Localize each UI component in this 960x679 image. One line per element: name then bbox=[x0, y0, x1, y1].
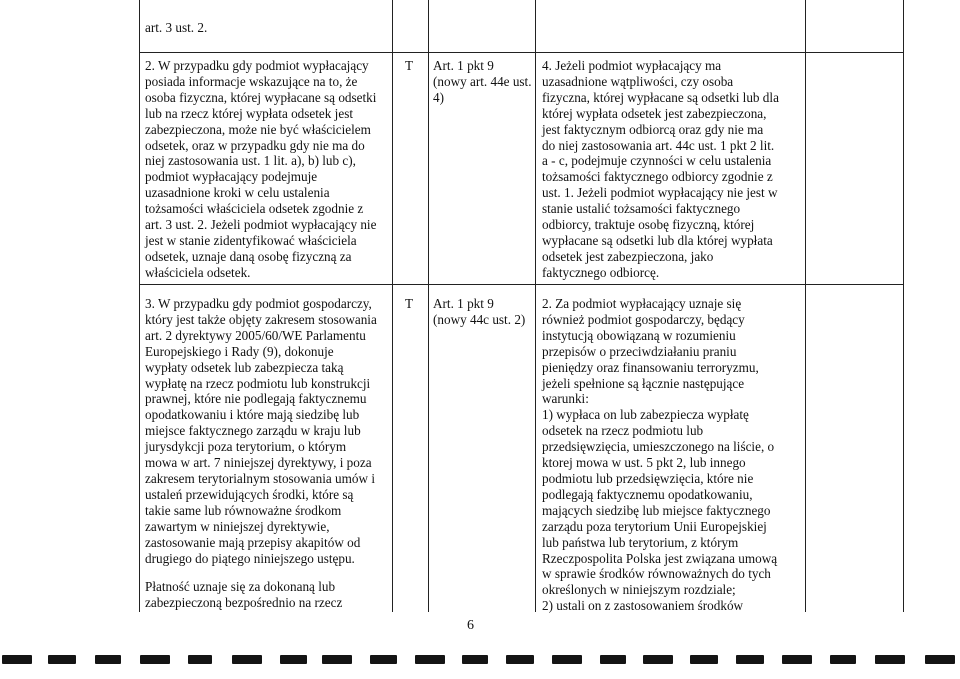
column-divider-1 bbox=[392, 0, 393, 612]
row-2-type-marker: T bbox=[405, 296, 414, 311]
table-border-right bbox=[903, 0, 904, 612]
row-1-reference: Art. 1 pkt 9 (nowy art. 44e ust. 4) bbox=[433, 58, 532, 105]
row-0-left-text: art. 3 ust. 2. bbox=[145, 20, 208, 35]
row-2-right-text: 2. Za podmiot wypłacający uznaje się również podmiot gospodarczy, będący instytucją obowiązaną w rozumieniu przepisów o przeciwdziałaniu praniu pieniędzy oraz finansowaniu terroryzmu, jeżeli spełnione są łącznie następujące warunki: 1) wypłaca on lub zabezpiecza wypłatę odsetek na rzecz podmiotu lub przedsięwzięcia, umieszczonego na liście, o ktorej mowa w ust. 5 pkt 2, lub innego podmiotu lub przedsięwzięcia, które nie podlegają faktycznemu opodatkowaniu, mających siedzibę lub miejsce faktycznego zarządu poza terytorium Unii Europejskiej lub państwa lub terytorium, z którym Rzeczpospolita Polska jest związana umową w sprawie środków równoważnych do tych określonych w niniejszym rozdziale; 2) ustali on z zastosowaniem środków bbox=[542, 296, 778, 614]
page-number: 6 bbox=[467, 618, 474, 633]
row-2-reference: Art. 1 pkt 9 (nowy 44c ust. 2) bbox=[433, 296, 526, 327]
row-divider-1 bbox=[139, 52, 904, 53]
column-divider-3 bbox=[535, 0, 536, 612]
scan-edge-marks bbox=[0, 651, 960, 671]
row-1-right-text: 4. Jeżeli podmiot wypłacający ma uzasadnione wątpliwości, czy osoba fizyczna, której wypłacane są odsetki lub dla której wypłata odsetek jest zabezpieczona, jest faktycznym odbiorcą oraz gdy nie ma do niej zastosowania art. 44c ust. 1 pkt 2 lit. a - c, podejmuje czynności w celu ustalenia tożsamości faktycznego odbiorcy zgodnie z ust. 1. Jeżeli podmiot wypłacający nie jest w stanie ustalić tożsamości faktycznego odbiorcy, traktuje osobę fizyczną, której wypłacane są odsetki lub dla której wypłata odsetek jest zabezpieczona, jako faktycznego odbiorcę. bbox=[542, 58, 779, 280]
column-divider-2 bbox=[428, 0, 429, 612]
row-1-type-marker: T bbox=[405, 58, 414, 73]
row-2-left-text: 3. W przypadku gdy podmiot gospodarczy, który jest także objęty zakresem stosowania art. 2 dyrektywy 2005/60/WE Parlamentu Europejskiego i Rady (9), dokonuje wypłaty odsetek lub zabezpiecza taką wypłatę na rzecz podmiotu lub konstrukcji prawnej, które nie podlegają faktycznemu opodatkowaniu i które mają siedzibę lub miejsce faktycznego zarządu w kraju lub jurysdykcji poza terytorium, o którym mowa w art. 7 niniejszej dyrektywy, i poza zakresem terytorialnym stosowania umów i ustaleń przewidujących środki, które są takie same lub równoważne środkom zawartym w niniejszej dyrektywie, zastosowanie mają przepisy akapitów od drugiego do piątego niniejszego ustępu. bbox=[145, 296, 377, 566]
row-2-left-paragraph-2: Płatność uznaje się za dokonaną lub zabezpieczoną bezpośrednio na rzecz bbox=[145, 579, 343, 610]
table-border-left bbox=[139, 0, 140, 612]
row-divider-2 bbox=[139, 284, 904, 285]
row-1-left-text: 2. W przypadku gdy podmiot wypłacający posiada informacje wskazujące na to, że osoba fizyczna, której wypłacane są odsetki lub na rzecz której wypłata odsetek jest zabezpieczona, może nie być właścicielem odsetek, oraz w przypadku gdy nie ma do niej zastosowania ust. 1 lit. a), b) lub c), podmiot wypłacający podejmuje uzasadnione kroki w celu ustalenia tożsamości właściciela odsetek zgodnie z art. 3 ust. 2. Jeżeli podmiot wypłacający nie jest w stanie zidentyfikować właściciela odsetek, uznaje daną osobę fizyczną za właściciela odsetek. bbox=[145, 58, 377, 280]
column-divider-4 bbox=[805, 0, 806, 612]
